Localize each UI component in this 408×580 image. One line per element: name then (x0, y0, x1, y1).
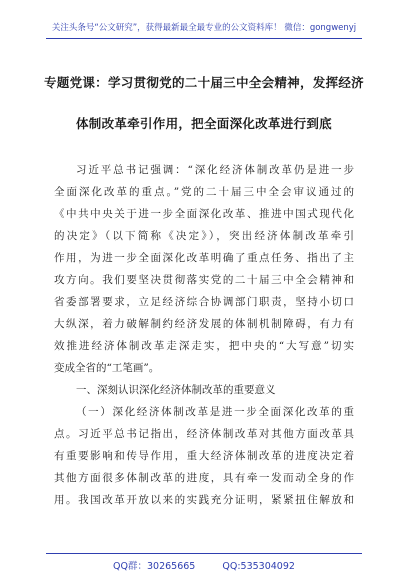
body-line-2: 全面深化改革的重点。”党的二十届三中全会审议通过的 (54, 186, 354, 198)
body-line-3: 《中共中央关于进一步全面深化改革、推进中国式现代化 (54, 208, 354, 220)
header-divider (46, 38, 362, 39)
body-line-6: 攻方向。我们要坚决贯彻落实党的二十届三中全会精神和 (54, 274, 354, 286)
body-line-10: 变成全省的“工笔画”。 (54, 362, 160, 374)
body-line-16: 用。我国改革开放以来的实践充分证明，紧紧扭住解放和 (54, 494, 354, 506)
body-line-5: 作用，为进一步全面深化改革明确了重点任务、指出了主 (54, 252, 354, 264)
section-heading: 一、深刻认识深化经济体制改革的重要意义 (76, 384, 276, 396)
footer-divider (46, 553, 362, 554)
body-line-4: 的决定》（以下简称《决定》），突出经济体制改革牵引 (54, 230, 354, 242)
document-title-line-2: 体制改革牵引作用，把全面深化改革进行到底 (75, 116, 332, 131)
body-line-15: 其他方面很多体制改革的进度，具有牵一发而动全身的作 (54, 472, 354, 484)
footer (0, 558, 408, 572)
body-line-12: （一）深化经济体制改革是进一步全面深化改革的重 (76, 406, 354, 418)
body-line-1: 习近平总书记强调：“深化经济体制改革仍是进一步 (76, 164, 354, 176)
document-title-line-1: 专题党课：学习贯彻党的二十届三中全会精神，发挥经济 (43, 75, 364, 90)
body-line-13: 点。习近平总书记指出，经济体制改革对其他方面改革具 (54, 428, 354, 440)
body-line-7: 省委部署要求，立足经济综合协调部门职责，坚持小切口 (54, 296, 354, 308)
footer-qq-number: QQ:535304092 (222, 561, 295, 572)
footer-qq-group: QQ群：30265665 (113, 561, 196, 572)
body-line-14: 有重要影响和传导作用，重大经济体制改革的进度决定着 (54, 450, 354, 462)
header-banner: 关注头条号“公文研究”，获得最新最全最专业的公文资料库！ 微信：gongwenyj (51, 23, 357, 33)
body-line-8: 大纵深，着力破解制约经济发展的体制机制障碍，有力有 (54, 318, 354, 330)
body-line-9: 效推进经济体制改革走深走实，把中央的“大写意”切实 (54, 340, 354, 352)
